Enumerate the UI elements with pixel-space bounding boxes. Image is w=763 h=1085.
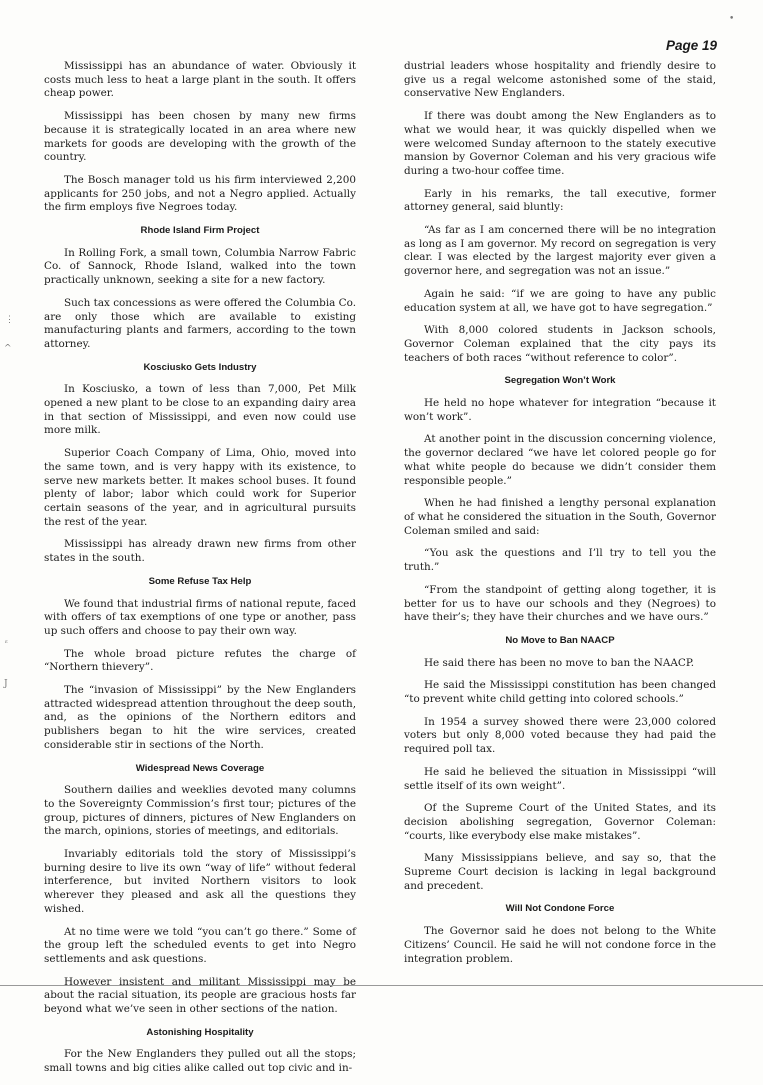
paragraph: At another point in the discussion concerning violence, the governor declared “we have let colored people go for what white people do because we didn’t consider them responsible people.”: [404, 433, 716, 487]
page-number: Page 19: [665, 38, 717, 53]
paragraph: Southern dailies and weeklies devoted many columns to the Sovereignty Commission’s first tour; pictures of the group, pictures of dinners, pictures of New Englanders on the march, opinions, stories of meetings, and editorials.: [44, 784, 356, 838]
paragraph: Mississippi has been chosen by many new firms because it is strategically located in an area where new markets for goods are developing with the growth of the country.: [44, 110, 356, 164]
paragraph: Early in his remarks, the tall executive, former attorney general, said bluntly:: [404, 187, 716, 214]
paragraph: In Kosciusko, a town of less than 7,000, Pet Milk opened a new plant to be close to an expanding dairy area in that section of Mississippi, and even now could use more milk.: [44, 383, 356, 437]
paragraph: At no time were we told “you can’t go there.” Some of the group left the scheduled events to get into Negro settlements and ask questions.: [44, 925, 356, 965]
margin-speck: ^: [4, 344, 12, 354]
section-heading: Some Refuse Tax Help: [148, 575, 252, 587]
paragraph: Such tax concessions as were offered the Columbia Co. are only those which are available to existing manufacturing plants and farmers, according to the town attorney.: [44, 296, 356, 350]
paragraph: Mississippi has an abundance of water. Obviously it costs much less to heat a large plant in the south. It offers cheap power.: [44, 60, 356, 100]
paragraph: He said there has been no move to ban the NAACP.: [424, 656, 695, 669]
paragraph: The “invasion of Mississippi” by the New Englanders attracted widespread attention throughout the deep south, and, as the opinions of the Northern editors and publishers began to hit the wire services, created considerable stir in sections of the North.: [44, 684, 356, 751]
section-heading: Widespread News Coverage: [135, 762, 265, 774]
paragraph: If there was doubt among the New Englanders as to what we would hear, it was quickly dispelled when we were welcomed Sunday afternoon to the stately executive mansion by Governor Coleman and his very gracious wife during a two-hour coffee time.: [404, 110, 716, 177]
paragraph: With 8,000 colored students in Jackson schools, Governor Coleman explained that the city pays its teachers of both races “without reference to color”.: [404, 324, 716, 364]
paragraph: However insistent and militant Mississippi may be about the racial situation, its people are gracious hosts far beyond what we’ve seen in other sections of the nation.: [44, 975, 356, 1016]
section-heading: Segregation Won’t Work: [504, 375, 616, 387]
paragraph: He said the Mississippi constitution has been changed “to prevent white child getting into colored schools.”: [404, 679, 716, 706]
margin-speck: ᵋ: [5, 639, 9, 649]
paragraph: Again he said: “if we are going to have any public education system at all, we have got to have segregation.”: [404, 287, 716, 314]
paragraph: dustrial leaders whose hospitality and friendly desire to give us a regal welcome astonished some of the staid, conservative New Englanders.: [404, 60, 716, 100]
paragraph: “As far as I am concerned there will be no integration as long as I am governor. My record on segregation is very clear. I was elected by the largest majority ever given a governor here, and segregation was not an issue.”: [404, 224, 716, 278]
section-heading: No Move to Ban NAACP: [505, 634, 615, 646]
margin-speck: J: [4, 679, 8, 689]
paragraph: He said he believed the situation in Mississippi “will settle itself of its own weight”.: [404, 765, 716, 792]
section-heading: Kosciusko Gets Industry: [143, 361, 257, 373]
paragraph: “From the standpoint of getting along together, it is better for us to have our schools and they (Negroes) to have their’s; they have their churches and we have ours.”: [404, 583, 716, 624]
paragraph: Many Mississippians believe, and say so, that the Supreme Court decision is lacking in legal background and precedent.: [404, 852, 716, 892]
paragraph: Superior Coach Company of Lima, Ohio, moved into the same town, and is very happy with its existence, to serve new markets better. It makes school buses. It found plenty of labor; labor which could work for Superior certain seasons of the year, and in agricultural pursuits the rest of the year.: [44, 447, 356, 528]
paragraph: Of the Supreme Court of the United States, and its decision abolishing segregation, Governor Coleman: “courts, like everybody else make mistakes”.: [404, 802, 716, 842]
paragraph: The whole broad picture refutes the charge of “Northern thievery”.: [44, 647, 356, 674]
paragraph: The Bosch manager told us his firm interviewed 2,200 applicants for 250 jobs, and not a Negro applied. Actually the firm employs five Negroes today.: [44, 173, 356, 214]
section-heading: Will Not Condone Force: [505, 903, 615, 915]
paragraph: Mississippi has already drawn new firms from other states in the south.: [44, 538, 356, 565]
paragraph: He held no hope whatever for integration “because it won’t work”.: [404, 397, 716, 423]
margin-speck: ⋮: [5, 315, 14, 325]
paragraph: For the New Englanders they pulled out all the stops; small towns and big cities alike called out top civic and in-: [44, 1048, 356, 1075]
paragraph: We found that industrial firms of national repute, faced with offers of tax exemptions of one type or another, pass up such offers and choose to pay their own way.: [44, 597, 356, 637]
section-heading: Rhode Island Firm Project: [140, 225, 260, 237]
paragraph: In 1954 a survey showed there were 23,000 colored voters but only 8,000 voted because they had paid the required poll tax.: [404, 715, 716, 756]
paragraph: The Governor said he does not belong to the White Citizens’ Council. He said he will not condone force in the integration problem.: [404, 925, 716, 965]
paragraph: In Rolling Fork, a small town, Columbia Narrow Fabric Co. of Sannock, Rhode Island, walked into the town practically unknown, seeking a site for a new factory.: [44, 246, 356, 287]
margin-speck: •: [729, 14, 735, 24]
paragraph: When he had finished a lengthy personal explanation of what he considered the situation in the South, Governor Coleman smiled and said:: [404, 497, 716, 537]
paragraph: Invariably editorials told the story of Mississippi’s burning desire to live its own “way of life” without federal interference, but invited Northern visitors to look wherever they pleased and ask all the questions they wished.: [44, 848, 356, 915]
left-column: [44, 60, 356, 1085]
right-column: [404, 60, 716, 975]
footer-rule: [0, 985, 763, 986]
paragraph: “You ask the questions and I’ll try to tell you the truth.”: [404, 547, 716, 574]
section-heading: Astonishing Hospitality: [146, 1026, 254, 1038]
